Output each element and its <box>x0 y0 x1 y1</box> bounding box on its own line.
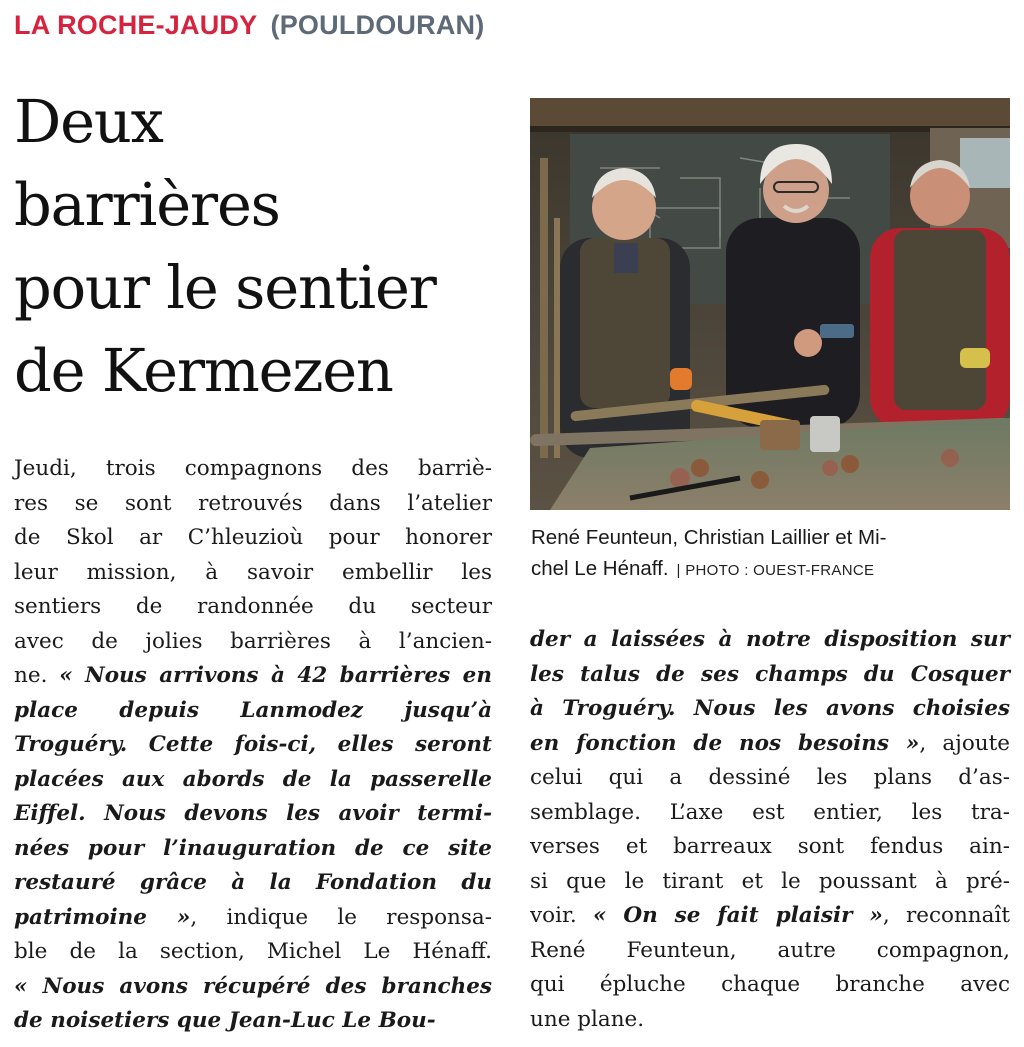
body-line <box>530 658 1010 693</box>
body-line <box>14 866 492 901</box>
body-text: , indique le responsa- <box>190 904 492 930</box>
quote-text: en fonction de nos besoins » <box>530 730 920 756</box>
caption-line: René Feunteun, Christian Laillier et Mi- <box>531 526 887 549</box>
quote-text: der a laissées à notre disposition sur <box>530 627 1010 652</box>
body-text: René Feunteun, autre compagnon, <box>530 937 1010 963</box>
body-line <box>14 521 492 556</box>
body-line <box>530 692 1010 727</box>
body-text: , ajoute <box>919 730 1011 756</box>
body-text: Jeudi, trois compagnons des barriè- <box>14 456 492 481</box>
quote-text: place depuis Lanmodez jusqu’à <box>14 697 492 723</box>
quote-text: « Nous avons récupéré des branches <box>14 973 492 999</box>
quote-text: de noisetiers que Jean-Luc Le Bou- <box>14 1008 436 1033</box>
body-line <box>14 935 492 970</box>
body-line <box>14 452 492 487</box>
body-line <box>14 832 492 867</box>
photo-caption <box>531 522 1011 586</box>
body-text: semblage. L’axe est entier, les tra- <box>530 799 1010 825</box>
body-line <box>14 901 492 936</box>
quote-text: les talus de ses champs du Cosquer <box>530 661 1010 687</box>
quote-text: « On se fait plaisir » <box>593 903 883 928</box>
body-line <box>530 727 1010 762</box>
body-text: ne. <box>14 663 60 688</box>
quote-text: Eiffel. Nous devons les avoir termi- <box>14 801 492 826</box>
article-body-right-column <box>530 623 1010 1037</box>
body-text: leur mission, à savoir embellir les <box>14 559 492 585</box>
article-photo <box>530 98 1010 510</box>
quote-text: nées pour l’inauguration de ce site <box>14 835 492 861</box>
body-line <box>14 659 492 694</box>
body-text: res se sont retrouvés dans l’atelier <box>14 490 492 516</box>
quote-text: Troguéry. Cette fois-ci, elles seront <box>14 732 492 757</box>
body-text: de Skol ar C’hleuzioù pour honorer <box>14 525 492 550</box>
body-line <box>14 797 492 832</box>
body-line <box>14 625 492 660</box>
quote-text: restauré grâce à la Fondation du <box>14 870 492 895</box>
body-text: qui épluche chaque branche avec <box>530 972 1010 997</box>
body-line <box>14 728 492 763</box>
body-text: une plane. <box>530 1006 645 1032</box>
article-body-left-column <box>14 452 492 1039</box>
body-line <box>530 830 1010 865</box>
body-text: sentiers de randonnée du secteur <box>14 594 492 619</box>
headline <box>14 80 514 412</box>
body-line <box>530 934 1010 969</box>
body-line <box>530 865 1010 900</box>
body-line <box>14 556 492 591</box>
body-line <box>14 970 492 1005</box>
quote-text: placées aux abords de la passerelle <box>14 766 492 792</box>
caption-line: chel Le Hénaff. <box>531 557 669 580</box>
headline-line: de Kermezen <box>14 336 393 405</box>
body-line <box>14 487 492 522</box>
body-line <box>530 761 1010 796</box>
body-line <box>530 968 1010 1003</box>
body-line <box>14 1004 492 1039</box>
headline-line: Deux <box>14 87 163 156</box>
body-line <box>14 694 492 729</box>
body-line <box>530 623 1010 658</box>
quote-text: patrimoine » <box>14 904 191 930</box>
quote-text: à Troguéry. Nous les avons choisies <box>530 696 1010 721</box>
headline-line: pour le sentier <box>14 253 436 322</box>
photo-workshop-three-men-icon <box>530 98 1010 510</box>
body-line <box>14 590 492 625</box>
body-text: ble de la section, Michel Le Hénaff. <box>14 939 492 964</box>
body-line <box>530 796 1010 831</box>
photo-credit: | PHOTO : OUEST-FRANCE <box>676 562 875 579</box>
body-text: avec de jolies barrières à l’ancien- <box>14 628 492 654</box>
body-text: , reconnaît <box>882 903 1010 928</box>
body-line <box>530 899 1010 934</box>
kicker <box>14 10 484 50</box>
headline-line: barrières <box>14 170 280 239</box>
body-line <box>530 1003 1010 1038</box>
kicker-location: LA ROCHE-JAUDY <box>14 10 257 40</box>
kicker-sublocation: (POULDOURAN) <box>270 10 485 40</box>
body-text: verses et barreaux sont fendus ain- <box>530 834 1010 859</box>
body-text: celui qui a dessiné les plans d’as- <box>530 765 1010 790</box>
body-text: si que le tirant et le poussant à pré- <box>530 868 1010 894</box>
quote-text: « Nous arrivons à 42 barrières en <box>59 663 492 688</box>
body-line <box>14 763 492 798</box>
body-text: voir. <box>530 903 593 928</box>
